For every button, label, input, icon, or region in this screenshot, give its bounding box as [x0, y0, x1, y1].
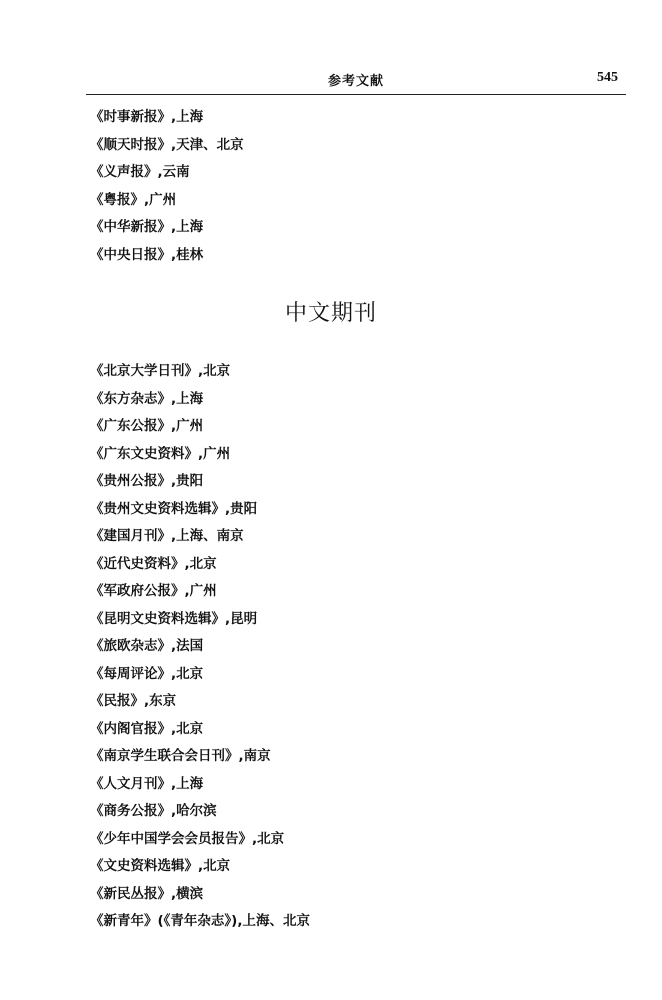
list-item: 《广东文史资料》,广州: [90, 445, 231, 462]
running-head: [86, 70, 626, 92]
list-item: 《军政府公报》,广州: [90, 583, 217, 599]
list-item: 《广东公报》,广州: [90, 418, 204, 434]
list-item: 《南京学生联合会日刊》,南京: [90, 748, 271, 764]
header-rule: [86, 94, 626, 95]
list-item: 《近代史资料》,北京: [90, 555, 217, 572]
list-item: 《少年中国学会会员报告》,北京: [90, 830, 285, 847]
list-item: 《昆明文史资料选辑》,昆明: [90, 610, 258, 627]
list-item: 《贵州文史资料选辑》,贵阳: [90, 500, 258, 517]
list-item: 《文史资料选辑》,北京: [90, 858, 231, 874]
section-heading: 中文期刊: [284, 301, 377, 326]
journal-list: [90, 358, 310, 936]
list-item: 《新民丛报》,横滨: [90, 885, 204, 902]
list-item: 《义声报》,云南: [90, 164, 190, 180]
list-item: 《人文月刊》,上海: [90, 775, 204, 792]
list-item: 《建国月刊》,上海、南京: [90, 528, 244, 544]
list-item: 《每周评论》,北京: [90, 665, 204, 682]
list-item: 《东方杂志》,上海: [90, 390, 204, 407]
list-item: 《中央日报》,桂林: [90, 246, 204, 263]
list-item: 《粤报》,广州: [90, 191, 177, 208]
list-item: 《贵州公报》,贵阳: [90, 473, 204, 489]
list-item: 《中华新报》,上海: [90, 219, 204, 235]
running-title: 参考文献: [327, 74, 384, 89]
list-item: 《时事新报》,上海: [90, 109, 204, 125]
list-item: 《顺天时报》,天津、北京: [90, 136, 244, 153]
newspaper-list: [90, 104, 244, 269]
list-item: 《商务公报》,哈尔滨: [90, 803, 217, 819]
list-item: 《旅欧杂志》,法国: [90, 638, 204, 654]
list-item: 《民报》,东京: [90, 693, 177, 709]
list-item: 《新青年》(《青年杂志》),上海、北京: [90, 913, 310, 929]
page-number: 545: [597, 70, 618, 85]
list-item: 《北京大学日刊》,北京: [90, 363, 231, 379]
list-item: 《内阁官报》,北京: [90, 720, 204, 737]
